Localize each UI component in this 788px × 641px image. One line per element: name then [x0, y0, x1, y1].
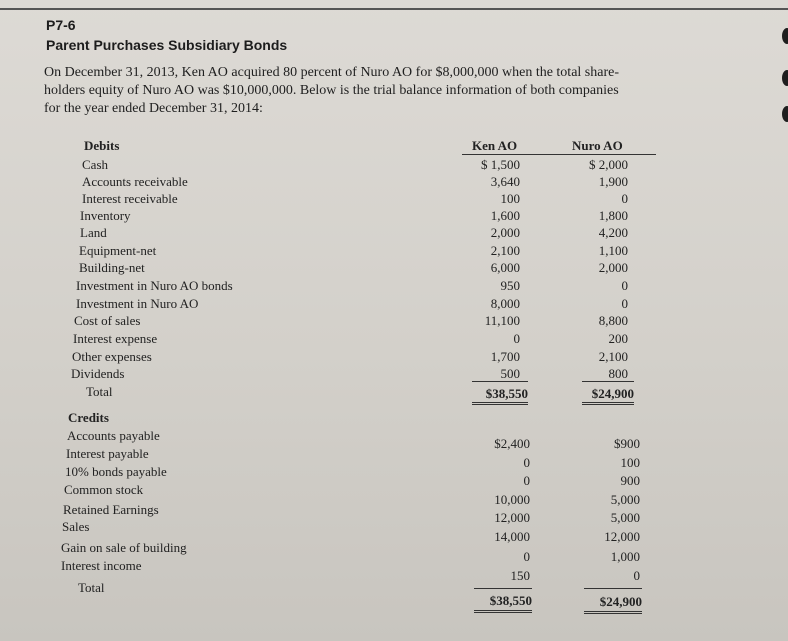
debits-heading: Debits	[84, 138, 120, 153]
ken-debit-amount: 1,600	[490, 208, 520, 223]
ken-debit-subtotal-rule	[472, 381, 528, 382]
credits-total-label: Total	[78, 580, 105, 595]
debits-total-label: Total	[86, 384, 113, 399]
ken-debit-amount: 3,640	[490, 174, 520, 189]
column-header-nuro: Nuro AO	[572, 138, 623, 153]
ken-credit-amount: 0	[523, 455, 530, 470]
nuro-credit-amount: 5,000	[610, 510, 640, 525]
debit-account-label: Equipment-net	[79, 243, 157, 258]
nuro-debit-amount: 0	[621, 191, 628, 206]
ken-credit-amount: $2,400	[494, 436, 530, 451]
ken-debit-amount: 2,000	[490, 225, 520, 240]
debit-account-label: Land	[80, 225, 107, 240]
ken-debit-amount: 11,100	[484, 313, 520, 328]
nuro-debit-amount: 1,100	[598, 243, 628, 258]
nuro-debit-amount: 2,100	[598, 349, 628, 364]
ken-debit-amount: 100	[500, 191, 520, 206]
ken-debit-amount: $ 1,500	[481, 157, 520, 172]
credit-account-label: Common stock	[64, 482, 144, 497]
nuro-debit-amount: 1,900	[598, 174, 628, 189]
nuro-debit-amount: 8,800	[598, 313, 628, 328]
nuro-credit-double-rule	[584, 611, 642, 612]
top-rule	[0, 8, 788, 10]
problem-title: Parent Purchases Subsidiary Bonds	[46, 37, 288, 53]
statement-line: holders equity of Nuro AO was $10,000,000. Below is the trial balance information of both companies	[44, 83, 619, 98]
ken-credit-amount: 12,000	[494, 510, 530, 525]
credit-account-label: Interest income	[61, 558, 142, 573]
nuro-credit-amount: 1,000	[610, 549, 640, 564]
problem-statement	[44, 64, 724, 118]
nuro-debit-amount: 800	[608, 366, 628, 381]
debit-account-label: Accounts receivable	[82, 174, 188, 189]
binding-hole	[782, 70, 788, 86]
ken-credit-amount: 0	[523, 473, 530, 488]
header-underline	[462, 154, 656, 155]
ken-debit-amount: 1,700	[490, 349, 520, 364]
nuro-credit-double-rule	[584, 613, 642, 614]
nuro-debit-double-rule	[582, 404, 634, 405]
ken-debit-amount: 6,000	[490, 260, 520, 275]
statement-line: On December 31, 2013, Ken AO acquired 80 percent of Nuro AO for $8,000,000 when the total share-	[44, 65, 620, 80]
nuro-credit-amount: 5,000	[610, 492, 640, 507]
ken-debit-double-rule	[472, 402, 528, 403]
nuro-debit-double-rule	[582, 402, 634, 403]
credits-heading: Credits	[68, 410, 109, 425]
nuro-credit-subtotal-rule	[584, 588, 642, 589]
credit-account-label: Accounts payable	[67, 428, 160, 443]
nuro-debit-amount: 4,200	[598, 225, 628, 240]
ken-debit-amount: 500	[500, 366, 520, 381]
debit-account-label: Inventory	[80, 208, 131, 223]
ken-debit-amount: 0	[513, 331, 520, 346]
nuro-debit-amount: 1,800	[598, 208, 628, 223]
debit-account-label: Interest expense	[73, 331, 158, 346]
credit-account-label: Sales	[62, 519, 90, 534]
debit-account-label: Building-net	[79, 260, 145, 275]
debit-account-label: Cash	[82, 157, 108, 172]
nuro-credits-total: $24,900	[599, 594, 642, 609]
debit-account-label: Investment in Nuro AO	[76, 296, 199, 311]
credit-account-label: 10% bonds payable	[65, 464, 167, 479]
ken-credit-amount: 0	[523, 549, 530, 564]
nuro-credit-amount: $900	[614, 436, 640, 451]
ken-credits-total: $38,550	[489, 593, 532, 608]
credit-account-label: Interest payable	[66, 446, 149, 461]
statement-line: for the year ended December 31, 2014:	[44, 101, 263, 116]
ken-credit-double-rule	[474, 610, 532, 611]
ken-debit-amount: 950	[500, 278, 520, 293]
column-header-ken: Ken AO	[472, 138, 518, 153]
ken-debit-amount: 8,000	[490, 296, 520, 311]
nuro-credit-amount: 900	[620, 473, 640, 488]
nuro-debit-amount: 200	[608, 331, 628, 346]
debit-account-label: Investment in Nuro AO bonds	[76, 278, 233, 293]
nuro-credit-amount: 12,000	[604, 529, 640, 544]
nuro-credit-amount: 0	[633, 568, 640, 583]
binding-hole	[782, 106, 788, 122]
nuro-credit-amount: 100	[620, 455, 640, 470]
debit-account-label: Cost of sales	[74, 313, 141, 328]
debit-account-label: Other expenses	[72, 349, 152, 364]
nuro-debit-amount: 0	[621, 278, 628, 293]
nuro-debits-total: $24,900	[591, 386, 634, 401]
problem-number: P7-6	[46, 17, 76, 33]
ken-credit-amount: 14,000	[494, 529, 530, 544]
ken-debit-double-rule	[472, 404, 528, 405]
nuro-debit-amount: $ 2,000	[589, 157, 628, 172]
binding-hole	[782, 28, 788, 44]
ken-credit-double-rule	[474, 612, 532, 613]
ken-debits-total: $38,550	[485, 386, 528, 401]
ken-credit-amount: 10,000	[494, 492, 530, 507]
nuro-debit-amount: 0	[621, 296, 628, 311]
credit-account-label: Gain on sale of building	[61, 540, 187, 555]
ken-debit-amount: 2,100	[490, 243, 520, 258]
debit-account-label: Interest receivable	[82, 191, 178, 206]
nuro-debit-amount: 2,000	[598, 260, 628, 275]
credit-account-label: Retained Earnings	[63, 502, 159, 517]
ken-credit-amount: 150	[510, 568, 530, 583]
ken-credit-subtotal-rule	[474, 588, 532, 589]
nuro-debit-subtotal-rule	[582, 381, 634, 382]
debit-account-label: Dividends	[71, 366, 125, 381]
